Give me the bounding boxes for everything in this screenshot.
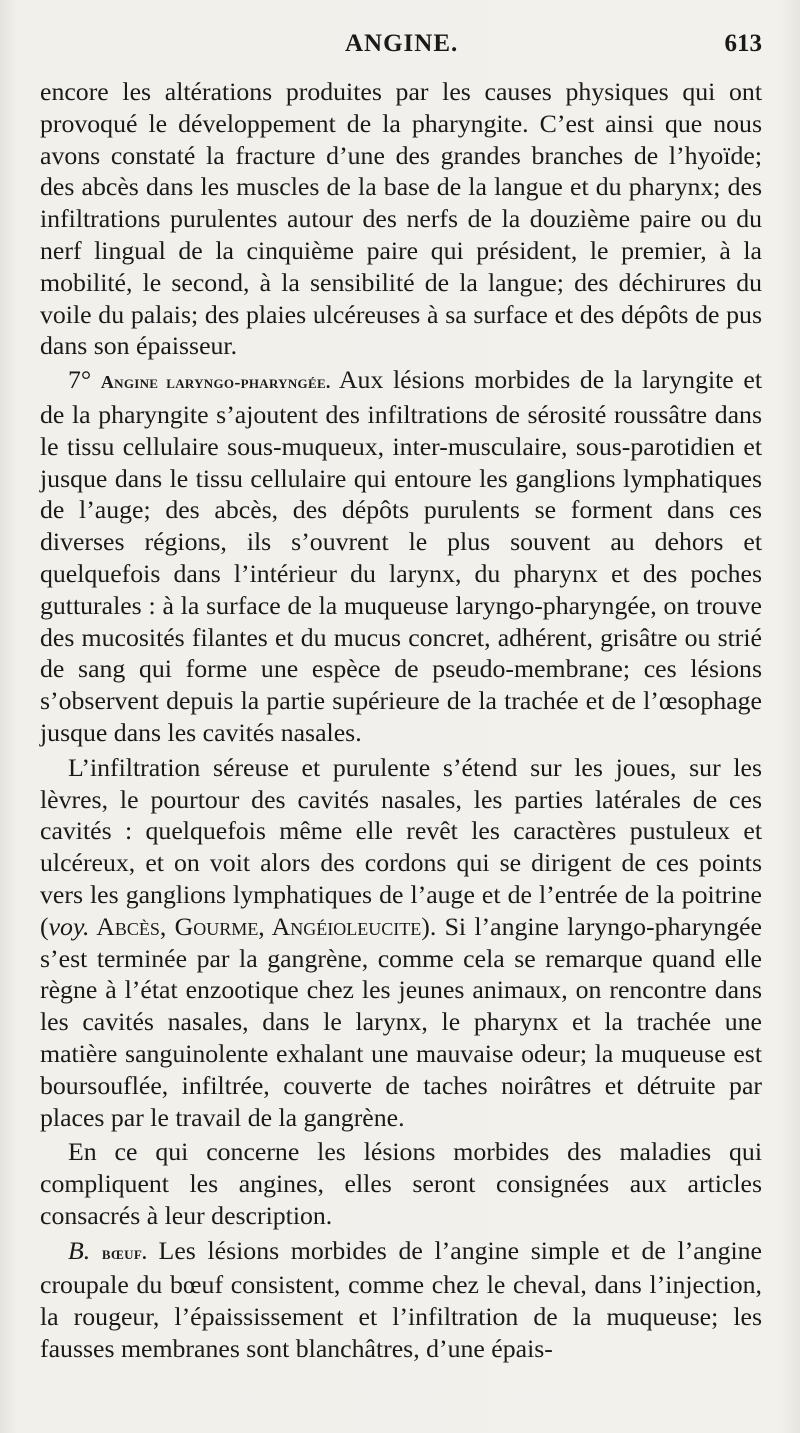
paragraph-boeuf	[40, 1235, 762, 1365]
paragraph-4: En ce qui concerne les lésions morbides des maladies qui compliquent les angines, elles seront consignées aux articles consacrés à leur description.	[40, 1137, 762, 1230]
paragraph-5-text: Les lésions morbides de l’angine simple et de l’angine croupale du bœuf consistent, comme chez le cheval, dans l’injection, la rougeur, l’épaississement et l’infiltration de la muqueuse; les fausses membranes sont blanchâtres, d’une épais-	[40, 1235, 762, 1364]
subsection-letter: B.	[68, 1235, 91, 1265]
section-heading: Angine laryngo-pharyngée.	[100, 372, 331, 393]
running-head-title: ANGINE.	[345, 30, 459, 57]
voy-reference: voy.	[48, 911, 90, 941]
paragraph-1: encore les altérations produites par les causes physiques qui ont provoqué le développement de la pharyngite. C’est ainsi que nous avons constaté la fracture d’une des grandes branches de l’hyoïde; des abcès dans les muscles de la base de la langue et du pharynx; des infiltrations purulentes autour des nerfs de la douzième paire ou du nerf lingual de la cinquième paire qui président, le premier, à la mobilité, le second, à la sensibilité de la langue; des déchirures du voile du palais; des plaies ulcéreuses à sa surface et des dépôts de pus dans son épaisseur.	[40, 77, 762, 361]
section-number: 7°	[68, 365, 92, 395]
cross-references: Abcès, Gourme, Angéioleucite	[89, 911, 422, 941]
page-number: 613	[724, 30, 762, 57]
paragraph-3-text-b: ). Si l’angine laryngo-pharyngée s’est terminée par la gangrène, comme cela se remarque quand elle règne à l’état enzootique chez les jeunes animaux, on rencontre dans les cavités nasales, dans le larynx, le pharynx et la trachée une matière sanguinolente exhalant une mauvaise odeur; la muqueuse est boursouflée, infiltrée, couverte de taches noirâtres et détruite par places par le travail de la gangrène.	[40, 911, 763, 1132]
paragraph-3	[40, 752, 762, 1134]
paragraph-2-text: Aux lésions morbides de la laryngite et de la pharyngite s’ajoutent des infiltrations de sérosité roussâtre dans le tissu cellulaire sous-muqueux, inter-musculaire, sous-parotidien et jusque dans le tissu cellulaire qui entoure les ganglions lymphatiques de l’auge; des abcès, des dépôts purulents se forment dans ces diverses régions, ils s’ouvrent le plus souvent au dehors et quelquefois dans l’intérieur du larynx, du pharynx et des poches gutturales : à la surface de la muqueuse laryngo-pharyngée, on trouve des mucosités filantes et du mucus concret, adhérent, grisâtre ou strié de sang qui forme une espèce de pseudo-membrane; ces lésions s’observent depuis la partie supérieure de la trachée et de l’œsophage jusque dans les cavités nasales.	[40, 365, 762, 747]
paragraph-angine-laryngo-pharyngee	[40, 364, 762, 749]
body-text	[40, 76, 762, 1365]
subsection-heading: bœuf.	[101, 1242, 147, 1263]
paragraph-3-text-a: L’infiltration séreuse et purulente s’étend sur les joues, sur les lèvres, le pourtour des cavités nasales, les parties latérales de ces cavités : quelquefois même elle revêt les caractères pustuleux et ulcéreux, et on voit alors des cordons qui se dirigent de ces points vers les ganglions lymphatiques de l’auge et de l’entrée de la poitrine (	[40, 752, 762, 941]
running-head	[0, 30, 800, 64]
